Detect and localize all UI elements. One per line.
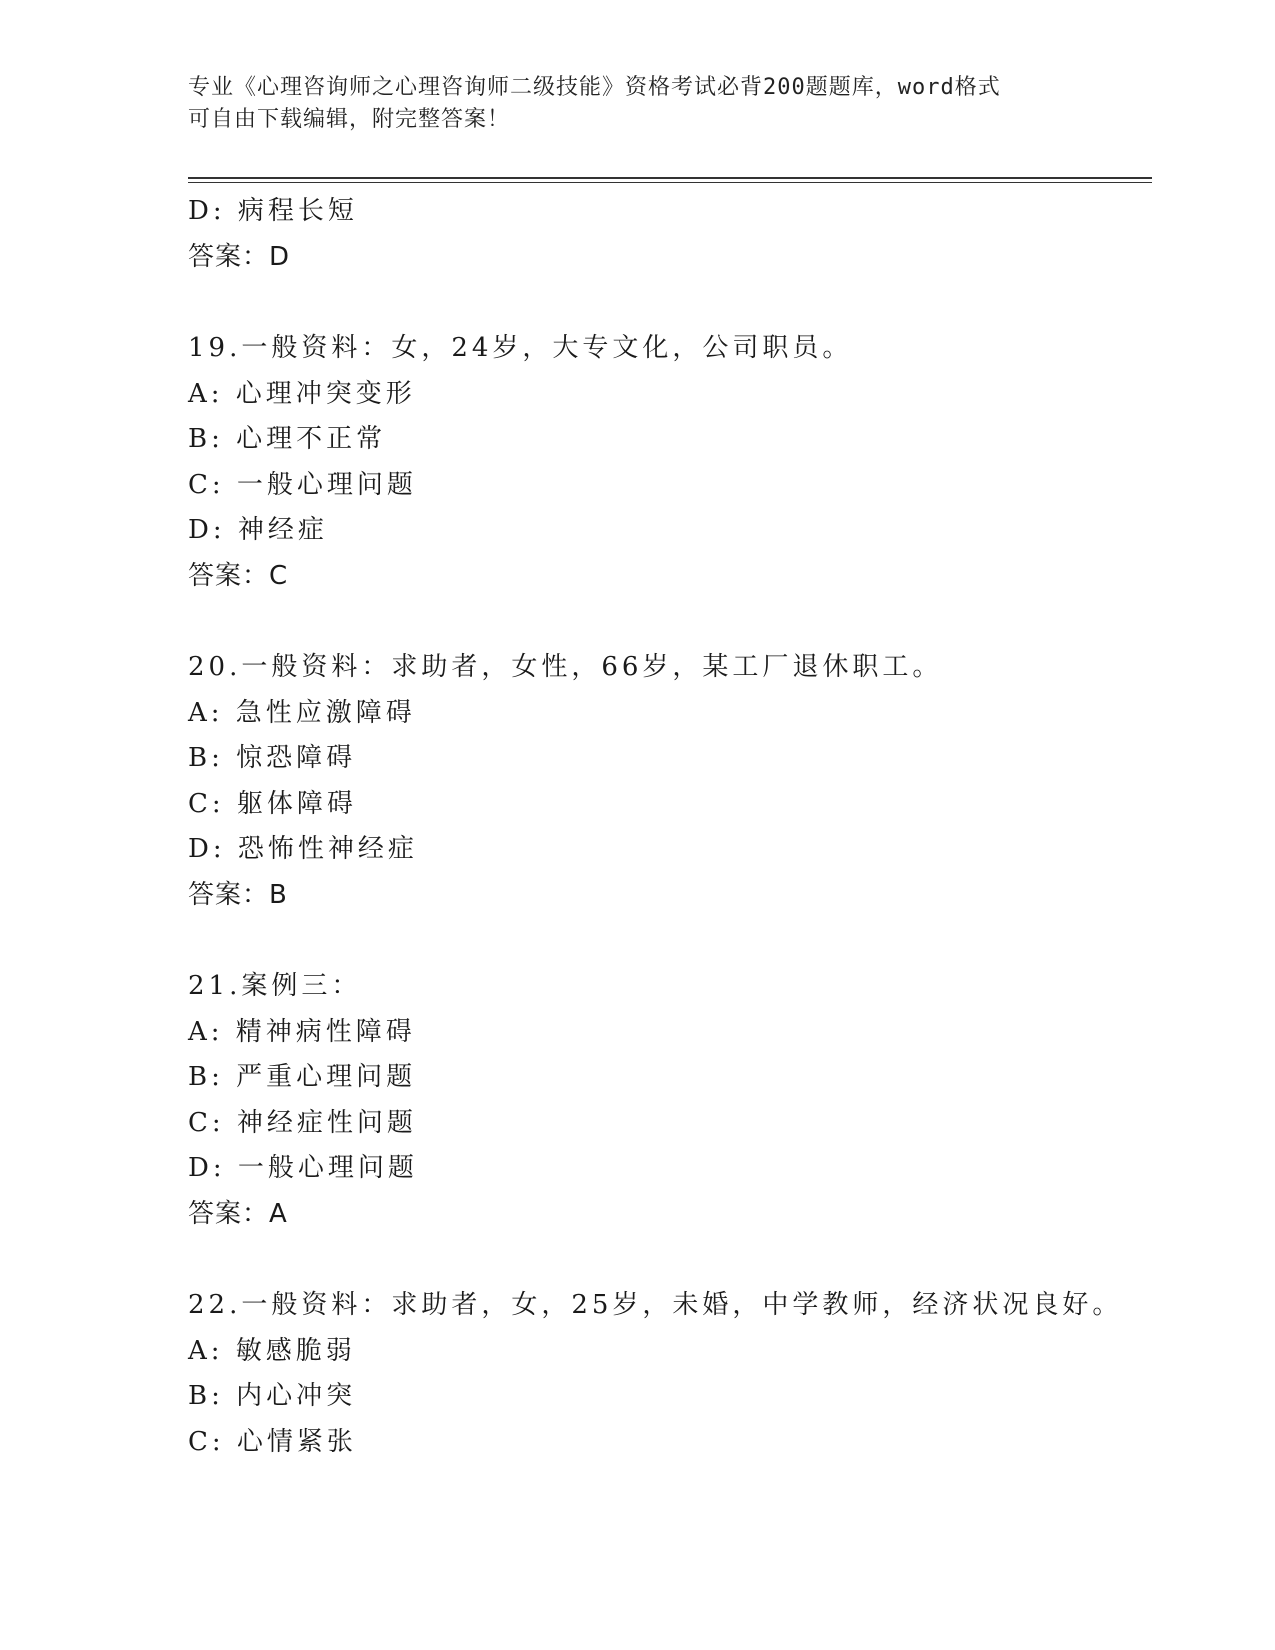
option-a: A: 精神病性障碍 (188, 1016, 416, 1047)
header-divider-thin (188, 182, 1152, 183)
option-b: B: 心理不正常 (188, 424, 387, 454)
spacer (188, 280, 1152, 326)
question-block-19 (188, 326, 1152, 599)
answer-line: 答案：C (188, 560, 289, 591)
question-block-20 (188, 645, 1152, 918)
question-block-21 (188, 964, 1152, 1237)
option-d: D: 神经症 (188, 515, 328, 545)
answer-line: 答案：B (188, 879, 288, 910)
question-stem: 19.一般资料：女，24岁，大专文化，公司职员。 (188, 333, 853, 363)
question-block-22 (188, 1283, 1152, 1465)
option-d: D: 恐怖性神经症 (188, 834, 418, 864)
option-a: A: 急性应激障碍 (188, 697, 416, 728)
header-title-line-2: 可自由下载编辑，附完整答案！ (188, 107, 511, 132)
option-b: B: 内心冲突 (188, 1381, 357, 1411)
option-b: B: 严重心理问题 (188, 1062, 417, 1092)
option-c: C: 一般心理问题 (188, 469, 417, 500)
option-a: A: 心理冲突变形 (188, 378, 416, 409)
option-d: D: 病程长短 (188, 196, 358, 226)
option-d: D: 一般心理问题 (188, 1153, 418, 1183)
question-block-18-tail (188, 189, 1152, 280)
answer-line: 答案：A (188, 1198, 288, 1229)
option-b: B: 惊恐障碍 (188, 743, 357, 773)
answer-line: 答案：D (188, 241, 291, 272)
header-divider-thick (188, 177, 1152, 179)
spacer (188, 1237, 1152, 1283)
option-a: A: 敏感脆弱 (188, 1335, 356, 1366)
question-stem: 22.一般资料：求助者，女，25岁，未婚，中学教师，经济状况良好。 (188, 1290, 1123, 1320)
question-stem: 21.案例三： (188, 971, 362, 1001)
option-c: C: 躯体障碍 (188, 788, 357, 819)
option-c: C: 神经症性问题 (188, 1107, 417, 1138)
question-list (188, 189, 1152, 1465)
spacer (188, 918, 1152, 964)
spacer (188, 599, 1152, 645)
question-stem: 20.一般资料：求助者，女性，66岁，某工厂退休职工。 (188, 652, 943, 682)
option-c: C: 心情紧张 (188, 1426, 357, 1457)
document-header (188, 72, 1088, 136)
header-title-line-1: 专业《心理咨询师之心理咨询师二级技能》资格考试必背200题题库，word格式 (188, 75, 1001, 100)
